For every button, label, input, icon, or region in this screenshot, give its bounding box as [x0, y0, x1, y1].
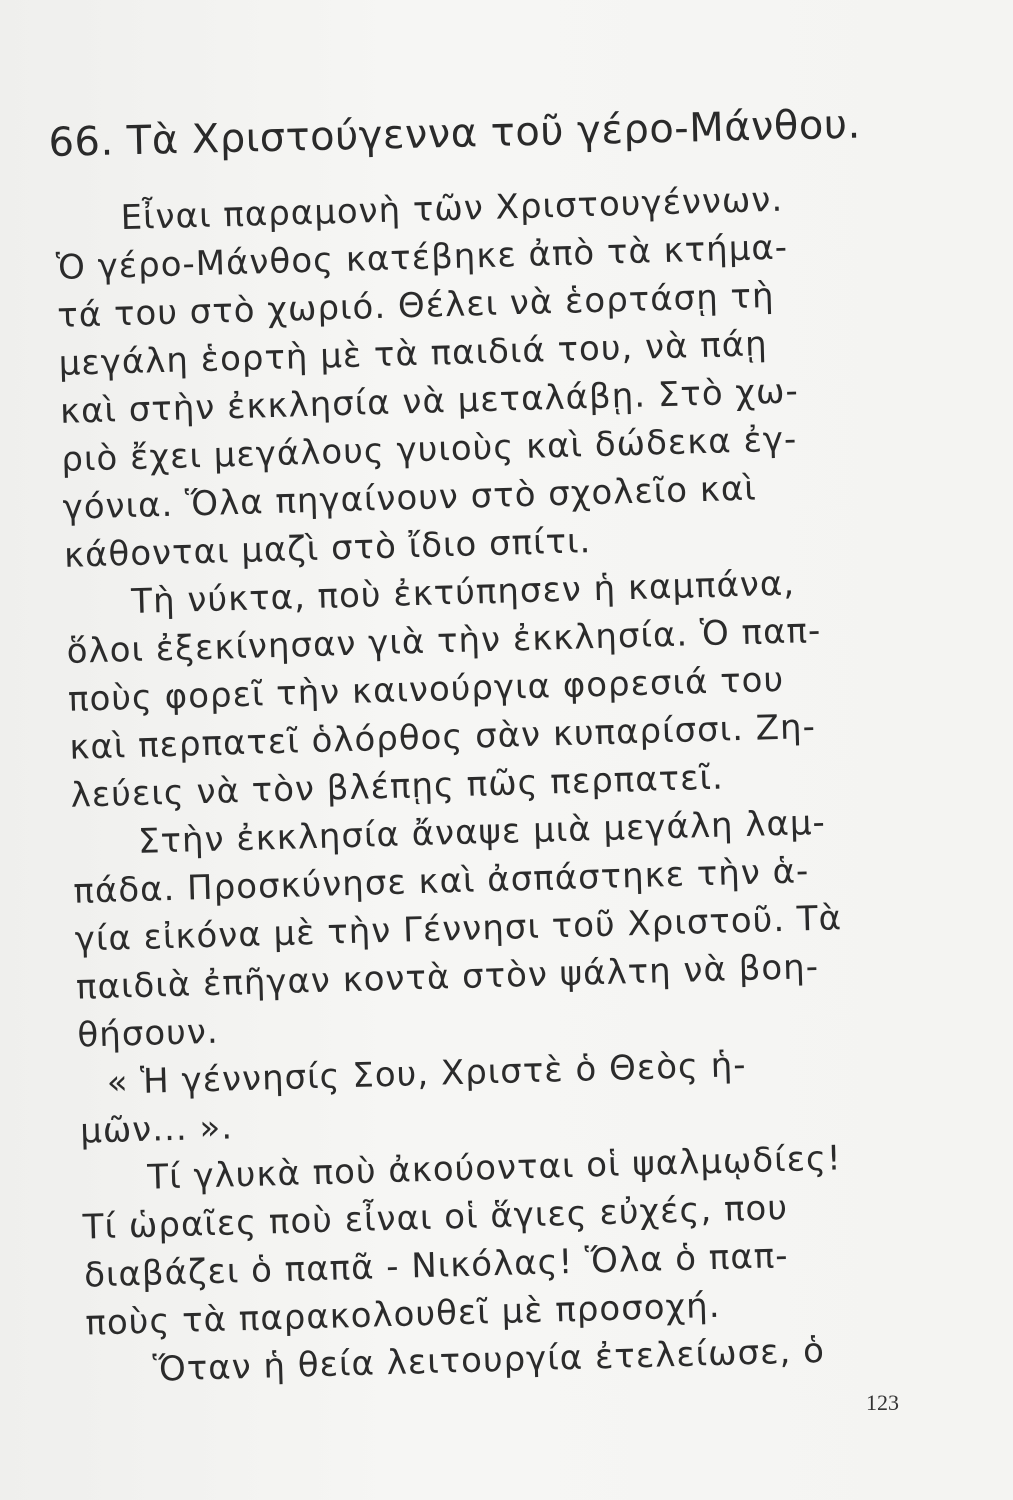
text-line: γόνια. Ὅλα πηγαίνουν στὸ σχολεῖο καὶ	[62, 468, 758, 528]
text-line: ποὺς φορεῖ τὴν καινούργια φορεσιά του	[67, 659, 785, 720]
text-line: καὶ περπατεῖ ὁλόρθος σὰν κυπαρίσσι. Ζη-	[68, 706, 817, 768]
text-line: καὶ στὴν ἐκκλησία νὰ μεταλάβῃ. Στὸ χω-	[59, 371, 800, 432]
text-line: θήσουν.	[76, 1011, 220, 1056]
text-line: Τί ὡραῖες ποὺ εἶναι οἱ ἅγιες εὐχές, που	[82, 1187, 789, 1248]
text-line: ὅλοι ἐξεκίνησαν γιὰ τὴν ἐκκλησία. Ὁ παπ-	[66, 610, 822, 672]
chapter-title: 66. Τὰ Χριστούγεννα τοῦ γέρο-Μάνθου.	[48, 101, 862, 166]
text-line: Εἶναι παραμονὴ τῶν Χριστουγέννων.	[120, 179, 784, 239]
text-line: λεύεις νὰ τὸν βλέπῃς πῶς περπατεῖ.	[70, 757, 725, 816]
text-line: Στὴν ἐκκλησία ἄναψε μιὰ μεγάλη λαμ-	[137, 802, 827, 862]
text-line: ποὺς τὰ παρακολουθεῖ μὲ προσοχή.	[84, 1285, 722, 1344]
text-line: γία εἰκόνα μὲ τὴν Γέννησι τοῦ Χριστοῦ. Τὰ	[74, 898, 843, 960]
text-line: Τί γλυκὰ ποὺ ἀκούονται οἱ ψαλμῳδίες!	[146, 1138, 843, 1198]
text-line: μῶν... ».	[79, 1107, 234, 1152]
text-line: « Ἡ γέννησίς Σου, Χριστὲ ὁ Θεὸς ἡ-	[106, 1045, 748, 1103]
body-text	[54, 172, 937, 1395]
page-number: 123	[866, 1390, 899, 1415]
text-line: ριὸ ἔχει μεγάλους γυιοὺς καὶ δώδεκα ἐγ-	[60, 419, 798, 480]
text-line: Ὅταν ἡ θεία λειτουργία ἐτελείωσε, ὁ	[152, 1330, 826, 1390]
text-line: πάδα. Προσκύνησε καὶ ἀσπάστηκε τὴν ἁ-	[72, 851, 810, 912]
text-line: μεγάλη ἑορτὴ μὲ τὰ παιδιά του, νὰ πάῃ	[58, 324, 769, 384]
text-line: παιδιὰ ἐπῆγαν κοντὰ στὸν ψάλτη νὰ βοη-	[75, 946, 820, 1008]
text-line: κάθονται μαζὶ στὸ ἴδιο σπίτι.	[63, 521, 592, 576]
text-line: Ὁ γέρο-Μάνθος κατέβηκε ἀπὸ τὰ κτήμα-	[55, 227, 789, 288]
text-line: Τὴ νύκτα, ποὺ ἐκτύπησεν ἡ καμπάνα,	[130, 563, 796, 622]
text-line: διαβάζει ὁ παπᾶ - Νικόλας! Ὅλα ὁ παπ-	[83, 1235, 789, 1296]
text-line: τά του στὸ χωριό. Θέλει νὰ ἑορτάσῃ τὴ	[56, 275, 776, 336]
